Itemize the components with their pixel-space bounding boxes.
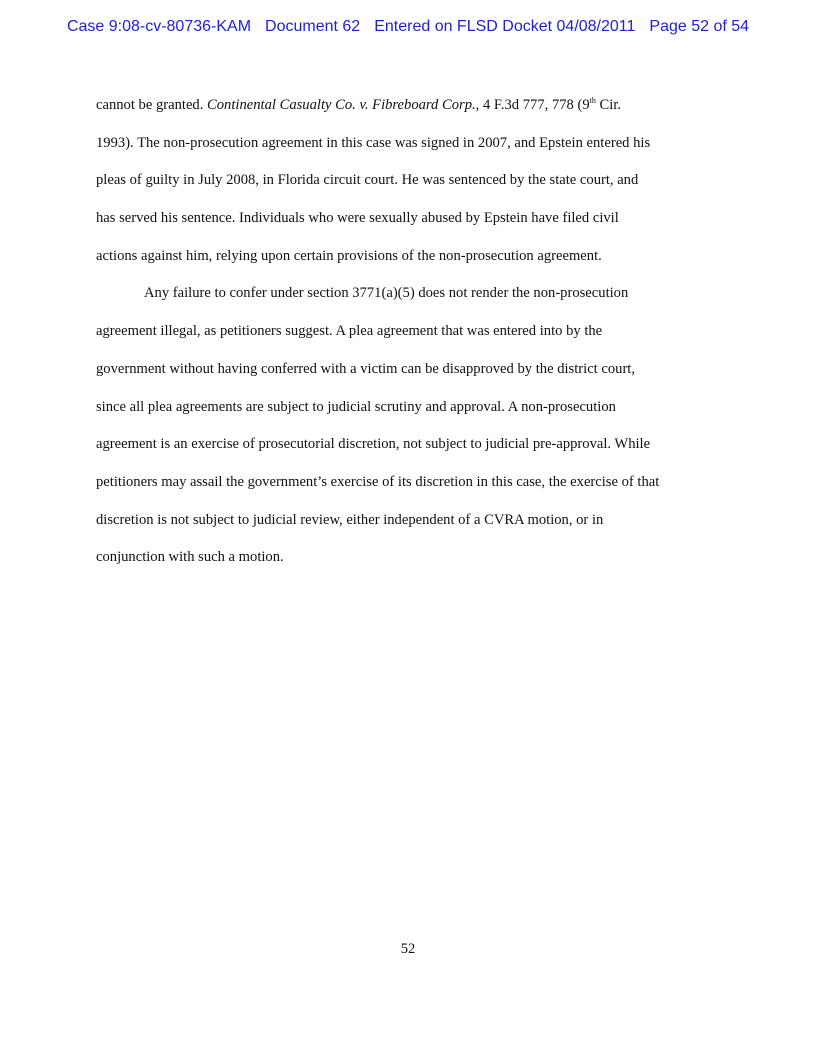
- text-line: petitioners may assail the government’s exercise of its discretion in this case, the exercise of that: [96, 473, 660, 490]
- body-text: [96, 95, 726, 585]
- text-line: conjunction with such a motion.: [96, 549, 284, 566]
- text-span: Cir.: [595, 97, 622, 113]
- text-line: agreement illegal, as petitioners suggest. A plea agreement that was entered into by the: [96, 323, 603, 340]
- text-line: agreement is an exercise of prosecutorial discretion, not subject to judicial pre-approval. While: [96, 436, 651, 453]
- paragraph-1: [96, 95, 726, 283]
- text-line: since all plea agreements are subject to judicial scrutiny and approval. A non-prosecution: [96, 398, 616, 415]
- text-line: [96, 95, 726, 133]
- text-line: has served his sentence. Individuals who were sexually abused by Epstein have filed civil: [96, 210, 619, 227]
- text-line: Any failure to confer under section 3771(a)(5) does not render the non-prosecution: [144, 285, 629, 302]
- text-line: actions against him, relying upon certain provisions of the non-prosecution agreement.: [96, 247, 602, 264]
- page-count: Page 52 of 54: [649, 18, 750, 35]
- text-span: cannot be granted.: [96, 97, 208, 113]
- paragraph-2: [96, 283, 726, 585]
- text-span: , 4 F.3d 777, 778 (9: [475, 97, 590, 113]
- ordinal-superscript: th: [589, 96, 596, 105]
- docket-header: [0, 18, 816, 36]
- text-line: discretion is not subject to judicial review, either independent of a CVRA motion, or in: [96, 511, 604, 528]
- text-line: 1993). The non-prosecution agreement in this case was signed in 2007, and Epstein entered his: [96, 134, 651, 151]
- page-number: 52: [400, 941, 416, 957]
- case-number: Case 9:08-cv-80736-KAM: [66, 18, 252, 35]
- text-line: government without having conferred with a victim can be disapproved by the district court,: [96, 360, 636, 377]
- docket-entry: Entered on FLSD Docket 04/08/2011: [374, 18, 636, 35]
- case-citation: Continental Casualty Co. v. Fibreboard Corp.: [207, 97, 476, 113]
- document-number: Document 62: [265, 18, 361, 35]
- text-line: pleas of guilty in July 2008, in Florida circuit court. He was sentenced by the state court, and: [96, 172, 639, 189]
